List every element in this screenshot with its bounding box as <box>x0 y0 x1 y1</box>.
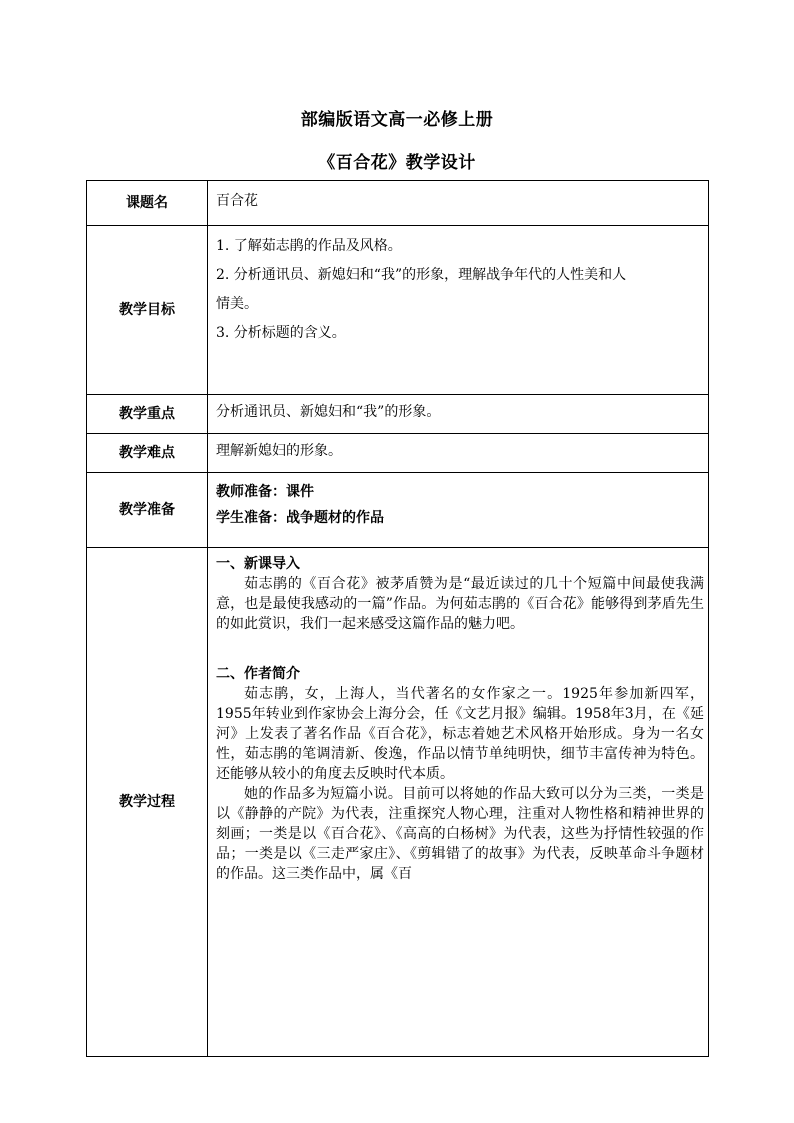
teacher-preparation: 教师准备：课件 <box>216 484 314 500</box>
row-label-topic: 课题名 <box>87 181 208 226</box>
paragraph: 茹志鹃，女，上海人，当代著名的女作家之一。1925年参加新四军，1955年转业到作家协会上海分会，任《文艺月报》编辑。1958年3月，在《延河》上发表了著名作品《百合花》，标志着她艺术风格开始形成。身为一名女性，茹志鹃的笔调清新、俊逸，作品以情节单纯明快，细节丰富传神为特色。还能够从较小的角度去反映时代本质。 <box>216 685 704 782</box>
table-row <box>87 434 709 473</box>
goal-line: 2. 分析通讯员、新媳妇和“我”的形象，理解战争年代的人性美和人 <box>216 267 627 283</box>
paragraph: 茹志鹃的《百合花》被茅盾赞为是“最近读过的几十个短篇中间最使我满意，也是最使我感动的一篇”作品。为何茹志鹃的《百合花》能够得到茅盾先生的如此赏识，我们一起来感受这篇作品的魅力吧。 <box>216 576 704 632</box>
spacer <box>216 634 704 664</box>
row-label-goals: 教学目标 <box>87 226 208 395</box>
table-row <box>87 473 709 548</box>
row-label-key-points: 教学重点 <box>87 395 208 434</box>
student-preparation: 学生准备：战争题材的作品 <box>216 510 384 526</box>
goal-line: 3. 分析标题的含义。 <box>216 325 346 341</box>
preparation-cell <box>208 473 709 548</box>
difficulties-value: 理解新媳妇的形象。 <box>208 434 709 473</box>
row-label-preparation: 教学准备 <box>87 473 208 548</box>
goals-cell <box>208 226 709 395</box>
row-label-process: 教学过程 <box>87 548 208 1057</box>
goal-line: 1. 了解茹志鹃的作品及风格。 <box>216 238 402 254</box>
key-points-value: 分析通讯员、新媳妇和“我”的形象。 <box>208 395 709 434</box>
lesson-plan-table <box>86 180 709 1057</box>
document-title: 部编版语文高一必修上册 <box>300 110 494 130</box>
table-row <box>87 548 709 1057</box>
table-row <box>87 395 709 434</box>
table-row <box>87 181 709 226</box>
table-row <box>87 226 709 395</box>
section-heading: 一、新课导入 <box>216 556 300 572</box>
row-label-difficulties: 教学难点 <box>87 434 208 473</box>
document-subtitle: 《百合花》教学设计 <box>318 153 476 173</box>
process-cell <box>208 548 709 1057</box>
goal-line: 情美。 <box>216 296 258 312</box>
section-heading: 二、作者简介 <box>216 665 300 682</box>
paragraph: 她的作品多为短篇小说。目前可以将她的作品大致可以分为三类，一类是以《静静的产院》为代表，注重探究人物心理，注重对人物性格和精神世界的刻画；一类是以《百合花》、《高高的白杨树》为代表，这些为抒情性较强的作品；一类是以《三走严家庄》、《剪辑错了的故事》为代表，反映革命斗争题材的作品。这三类作品中，属《百 <box>216 785 704 882</box>
topic-value: 百合花 <box>208 181 709 226</box>
